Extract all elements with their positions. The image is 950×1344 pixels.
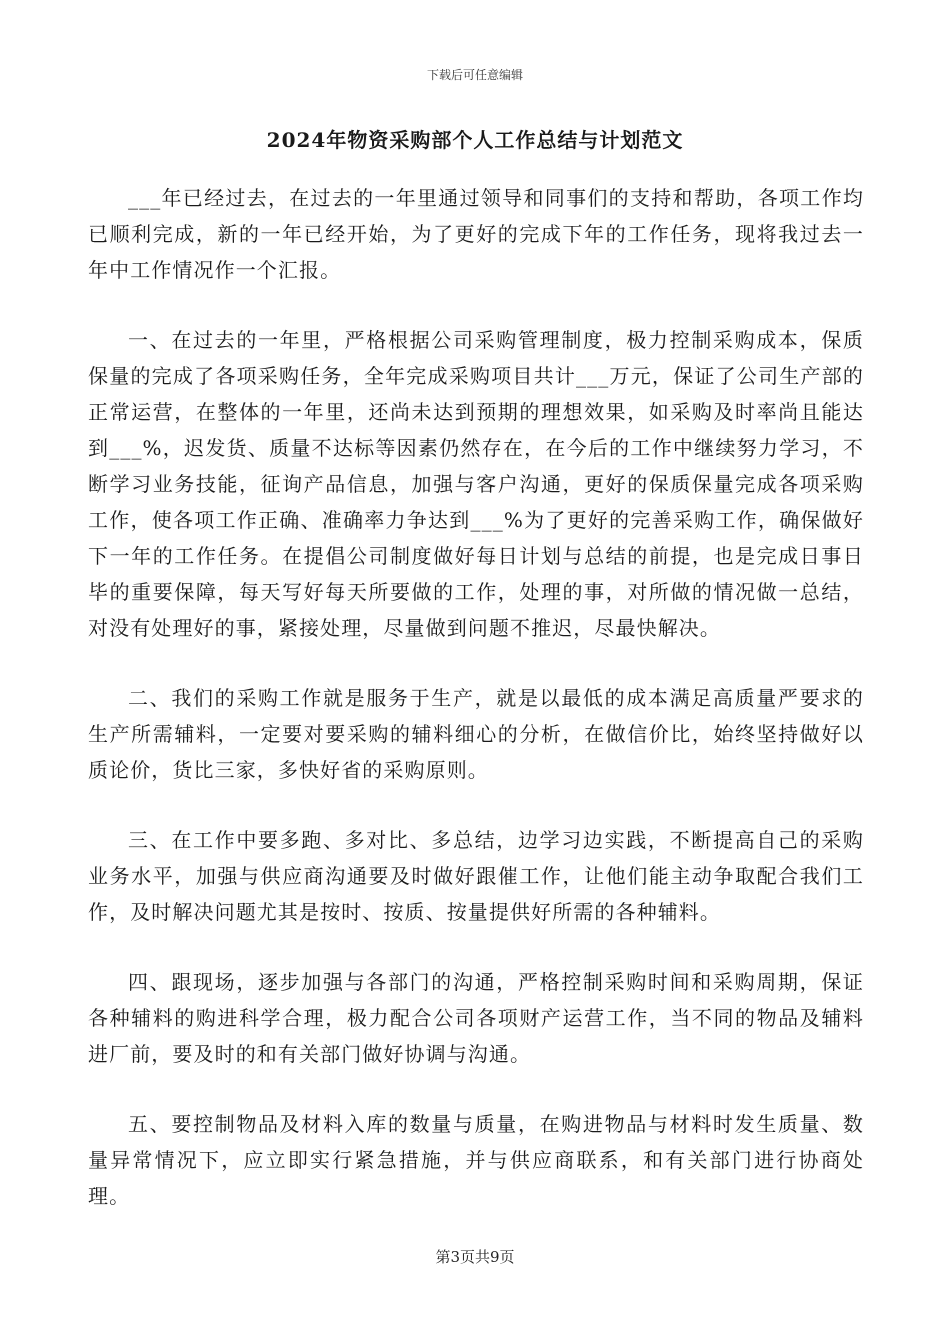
document-body — [88, 180, 864, 1248]
paragraph-section-4: 四、跟现场，逐步加强与各部门的沟通，严格控制采购时间和采购周期，保证各种辅料的购进科学合理，极力配合公司各项财产运营工作，当不同的物品及辅料进厂前，要及时的和有关部门做好协调与沟通。 — [88, 970, 864, 1066]
paragraph-section-3: 三、在工作中要多跑、多对比、多总结，边学习边实践，不断提高自己的采购业务水平，加强与供应商沟通要及时做好跟催工作，让他们能主动争取配合我们工作，及时解决问题尤其是按时、按质、按量提供好所需的各种辅料。 — [88, 828, 864, 924]
paragraph-section-2: 二、我们的采购工作就是服务于生产，就是以最低的成本满足高质量严要求的生产所需辅料，一定要对要采购的辅料细心的分析，在做信价比，始终坚持做好以质论价，货比三家，多快好省的采购原则。 — [88, 686, 864, 782]
document-title: 2024年物资采购部个人工作总结与计划范文 — [266, 128, 684, 152]
header-note: 下载后可任意编辑 — [426, 68, 523, 82]
paragraph-section-1: 一、在过去的一年里，严格根据公司采购管理制度，极力控制采购成本，保质保量的完成了各项采购任务，全年完成采购项目共计___万元，保证了公司生产部的正常运营，在整体的一年里，还尚未达到预期的理想效果，如采购及时率尚且能达到___%，迟发货、质量不达标等因素仍然存在，在今后的工作中继续努力学习，不断学习业务技能，征询产品信息，加强与客户沟通，更好的保质保量完成各项采购工作，使各项工作正确、准确率力争达到___%为了更好的完善采购工作，确保做好下一年的工作任务。在提倡公司制度做好每日计划与总结的前提，也是完成日事日毕的重要保障，每天写好每天所要做的工作，处理的事，对所做的情况做一总结，对没有处理好的事，紧接处理，尽量做到问题不推迟，尽最快解决。 — [88, 328, 864, 640]
paragraph-intro: ___年已经过去，在过去的一年里通过领导和同事们的支持和帮助，各项工作均已顺利完成，新的一年已经开始，为了更好的完成下年的工作任务，现将我过去一年中工作情况作一个汇报。 — [88, 186, 864, 282]
page-number: 第3页共9页 — [435, 1248, 515, 1266]
paragraph-section-5: 五、要控制物品及材料入库的数量与质量，在购进物品与材料时发生质量、数量异常情况下，应立即实行紧急措施，并与供应商联系，和有关部门进行协商处理。 — [88, 1112, 864, 1208]
